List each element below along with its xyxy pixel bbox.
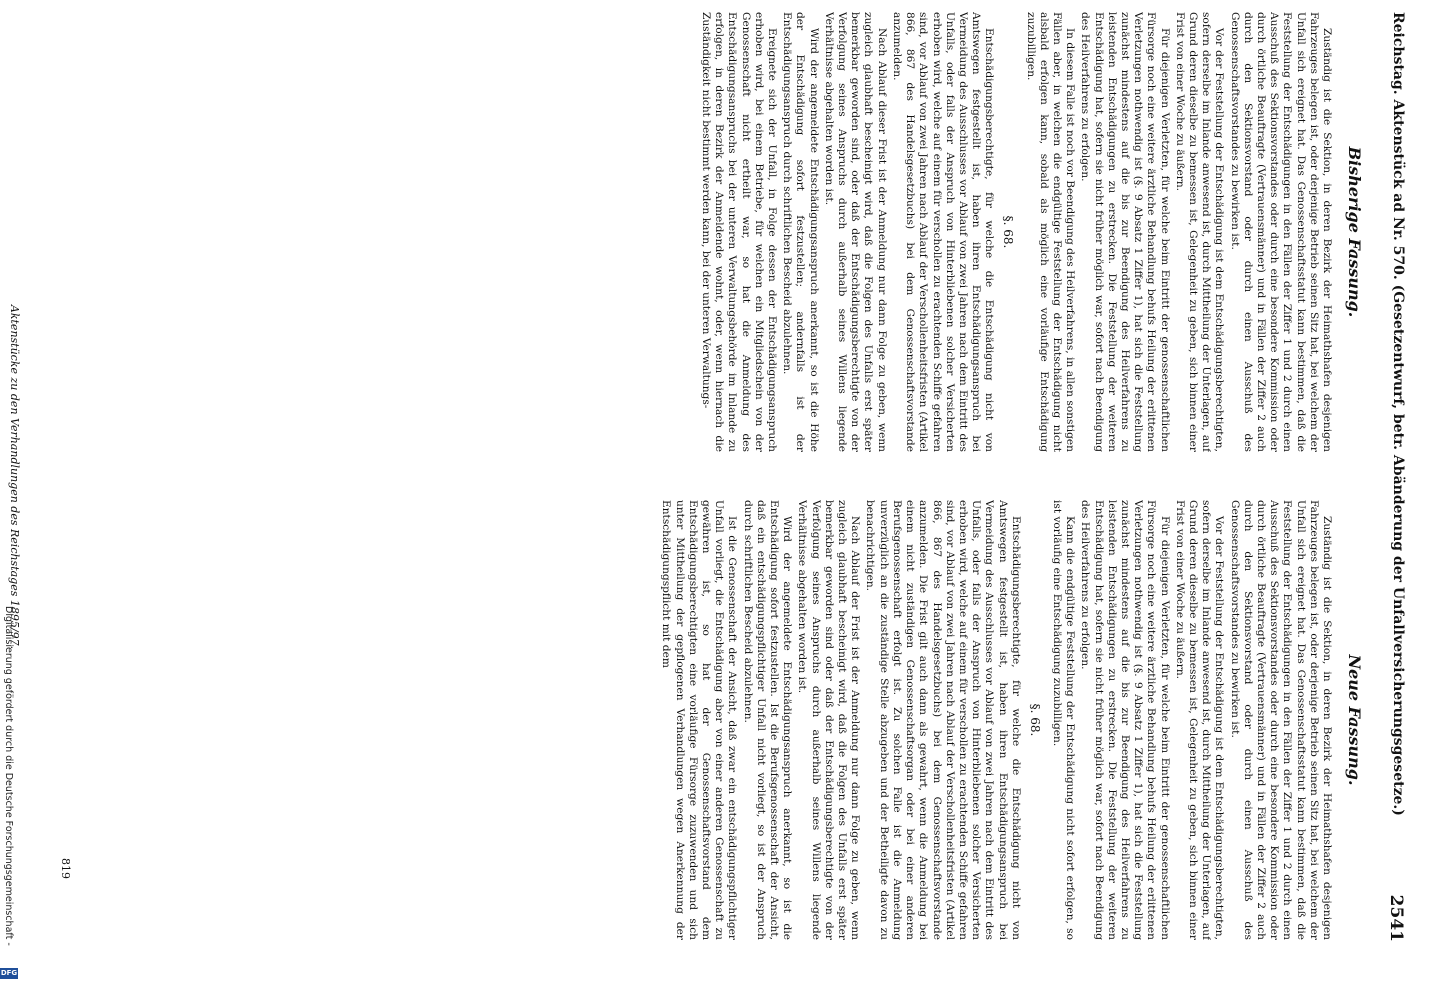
digitization-note: Digitalisierung gefördert durch die Deutsche Forschungsgemeinschaft - — [3, 606, 14, 946]
section-heading: §. 68. — [1001, 215, 1016, 249]
page-footer-number: 819 — [59, 858, 72, 879]
paragraph: Vor der Feststellung der Entschädigung ist dem Entschädigungsberechtigten, sofern derselbe im Inlande anwesend ist, durch Mittheilung der Unterlagen, auf Grund deren dieselbe zu bemessen ist, Gelegenheit zu geben, sich binnen einer Frist von einer Woche zu äußern. — [1173, 12, 1226, 452]
paragraph: Wird der angemeldete Entschädigungsanspruch anerkannt, so ist die Höhe der Entschädigung sofort festzustellen; andernfalls ist der Entschädigungsanspruch durch schriftlichen Bescheid abzulehnen. — [781, 12, 820, 452]
column-title-old: Bisherige Fassung. — [1345, 146, 1364, 318]
paragraph: Zuständig ist die Sektion, in deren Bezirk der Heimathshafen desjenigen Fahrzeuges belegen ist, oder derjenige Betrieb seinen Sitz hat, bei welchem der Unfall sich ereignet hat. Das Genossenschaftsstatut kann bestimmen, daß die Feststellung der Entschädigungen in den Fällen der Ziffer 1 und 2 durch einen Ausschuß des Sektionsvorstandes oder durch eine besondere Kommission oder durch örtliche Beauftragte (Vertrauensmänner) und in Fällen der Ziffer 2 auch durch den Sektionsvorstand oder durch einen Ausschuß des Genossenschaftsvorstandes zu bewirken ist. — [1228, 500, 1333, 940]
paragraph: Vor der Feststellung der Entschädigung ist dem Entschädigungsberechtigten, sofern derselbe im Inlande anwesend ist, durch Mittheilung der Unterlagen, auf Grund deren dieselbe zu bemessen ist, Gelegenheit zu geben, sich binnen einer Frist von einer Woche zu äußern. — [1173, 500, 1226, 940]
column-old-version — [56, 12, 1370, 452]
paragraph: Für diejenigen Verletzten, für welche beim Eintritt der genossenschaftlichen Fürsorge noch eine weitere ärztliche Behandlung behufs Heilung der erlittenen Verletzungen nothwendig ist (§. 9 Absatz 1 Ziffer 1), hat sich die Feststellung zunächst mindestens auf die bis zur Beendigung des Heilverfahrens zu leistenden Entschädigungen zu erstrecken. Die Feststellung der weiteren Entschädigung hat, sofern sie nicht früher möglich war, sofort nach Beendigung des Heilverfahrens zu erfolgen. — [1079, 500, 1171, 940]
paragraph: Wird der angemeldete Entschädigungsanspruch anerkannt, so ist die Entschädigung sofort festzustellen. Ist die Berufsgenossenschaft der Ansicht, daß ein entschädigungspflichtiger Unfall nicht vorliegt, so ist der Anspruch durch schriftlichen Bescheid abzulehnen. — [741, 500, 794, 940]
paragraph: Ereignete sich der Unfall, in Folge dessen der Entschädigungsanspruch erhoben wird, bei einem Betriebe, für welchen ein Mitgliedschein von der Genossenschaft nicht ertheilt war, so hat die Anmeldung des Entschädigungsanspruchs bei der unteren Verwaltungsbehörde im Inlande zu erfolgen, in deren Bezirk der Anmeldende wohnt, oder, wenn hiernach die Zuständigkeit nicht bestimmt werden kann, bei der unteren Verwaltungs- — [700, 12, 779, 452]
paragraph: Ist die Genossenschaft der Ansicht, daß zwar ein entschädigungspflichtiger Unfall vorliegt, die Entschädigung aber von einer anderen Genossenschaft zu gewähren ist, so hat der Genossenschaftsvorstand dem Entschädigungsberechtigten eine vorläufige Fürsorge zuzuwenden und sich unter Mittheilung der gepflogenen Verhandlungen wegen Anerkennung der Entschädigungspflicht mit dem — [660, 500, 739, 940]
paragraph: Nach Ablauf dieser Frist ist der Anmeldung nur dann Folge zu geben, wenn zugleich glaubhaft bescheinigt wird, daß die Folgen des Unfalls erst später bemerkbar geworden sind, oder daß der Entschädigungsberechtigte von der Verfolgung seines Anspruchs durch außerhalb seines Willens liegende Verhältnisse abgehalten worden ist. — [822, 12, 888, 452]
scan-page — [6, 12, 1406, 942]
section-heading: §. 68. — [1027, 703, 1042, 737]
header-page-number: 2541 — [1386, 894, 1406, 942]
paragraph: Entschädigungsberechtigte, für welche die Entschädigung nicht von Amtswegen festgestellt ist, haben ihren Entschädigungsanspruch bei Vermeidung des Ausschlusses vor Ablauf von zwei Jahren nach dem Eintritt des Unfalls, oder falls der Anspruch von Hinterbliebenen solcher Versicherten erhoben wird, welche auf einem für verschollen zu erachtenden Schiffe gefahren sind, vor Ablauf von zwei Jahren nach Ablauf der Verschollenheitsfristen (Artikel 866, 867 des Handelsgesetzbuchs) bei dem Genossenschaftsvorstande anzumelden. — [890, 12, 996, 452]
paragraph: In diesem Falle ist noch vor Beendigung des Heilverfahrens, in allen sonstigen Fällen aber, in welchen die endgültige Feststellung der Entschädigung nicht alsbald erfolgen kann, sobald als möglich eine vorläufige Entschädigung zuzubilligen. — [1024, 12, 1077, 452]
paragraph: Entschädigungsberechtigte, für welche die Entschädigung nicht von Amtswegen festgestellt ist, haben ihren Entschädigungsanspruch bei Vermeidung des Ausschlusses vor Ablauf von zwei Jahren nach dem Eintritt des Unfalls, oder falls der Anspruch von Hinterbliebenen solcher Versicherten erhoben wird, welche auf einem für verschollen zu erachtenden Schiffe gefahren sind, vor Ablauf von zwei Jahren nach Ablauf der Verschollenheitsfristen (Artikel 866, 867 des Handelsgesetzbuchs) bei dem Genossenschaftsvorstande anzumelden. Die Frist gilt auch dann als gewahrt, wenn die Anmeldung bei einem nicht zuständigen Genossenschaftsorgan oder bei einer anderen Berufsgenossenschaft erfolgt ist. Zu solchen Falle ist die Anmeldung unverzüglich an die zuständige Stelle abzugeben und der Betheiligte davon zu benachrichtigen. — [864, 500, 1022, 940]
column-new-version — [56, 500, 1370, 940]
dfg-logo: DFG — [0, 969, 18, 977]
paragraph: Nach Ablauf der Frist ist der Anmeldung nur dann Folge zu geben, wenn zugleich glaubhaft bescheinigt wird, daß die Folgen des Unfalls erst später bemerkbar geworden sind oder daß der Entschädigungsberechtigte von der Verfolgung seines Anspruchs durch außerhalb seines Willens liegende Verhältnisse abgehalten worden ist. — [796, 500, 862, 940]
running-header — [1382, 12, 1406, 942]
paragraph: Kann die endgültige Feststellung der Entschädigung nicht sofort erfolgen, so ist vorläufig eine Entschädigung zuzubilligen. — [1050, 500, 1077, 940]
paragraph: Für diejenigen Verletzten, für welche beim Eintritt der genossenschaftlichen Fürsorge noch eine weitere ärztliche Behandlung behufs Heilung der erlittenen Verletzungen nothwendig ist (§. 9 Absatz 1 Ziffer 1), hat sich die Feststellung zunächst mindestens auf die bis zur Beendigung des Heilverfahrens zu leistenden Entschädigungen zu erstrecken. Die Feststellung der weiteren Entschädigung hat, sofern sie nicht früher möglich war, sofort nach Beendigung des Heilverfahrens zu erfolgen. — [1079, 12, 1171, 452]
column-title-new: Neue Fassung. — [1345, 654, 1364, 786]
footer-source: Aktenstücke zu den Verhandlungen des Reichstages 1895/97. — [8, 304, 21, 650]
header-title: Reichstag. Aktenstück ad Nr. 570. (Gesetzentwurf, betr. Abänderung der Unfallversicherungsgesetze.) — [1390, 12, 1406, 816]
paragraph: Zuständig ist die Sektion, in deren Bezirk der Heimathshafen desjenigen Fahrzeuges belegen ist, oder derjenige Betrieb seinen Sitz hat, bei welchem der Unfall sich ereignet hat. Das Genossenschaftsstatut kann bestimmen, daß die Feststellung der Entschädigungen in den Fällen der Ziffer 1 und 2 durch einen Ausschuß des Sektionsvorstandes oder durch eine besondere Kommission oder durch örtliche Beauftragte (Vertrauensmänner) und in Fällen der Ziffer 2 auch durch den Sektionsvorstand oder durch einen Ausschuß des Genossenschaftsvorstandes zu bewirken ist. — [1228, 12, 1333, 452]
